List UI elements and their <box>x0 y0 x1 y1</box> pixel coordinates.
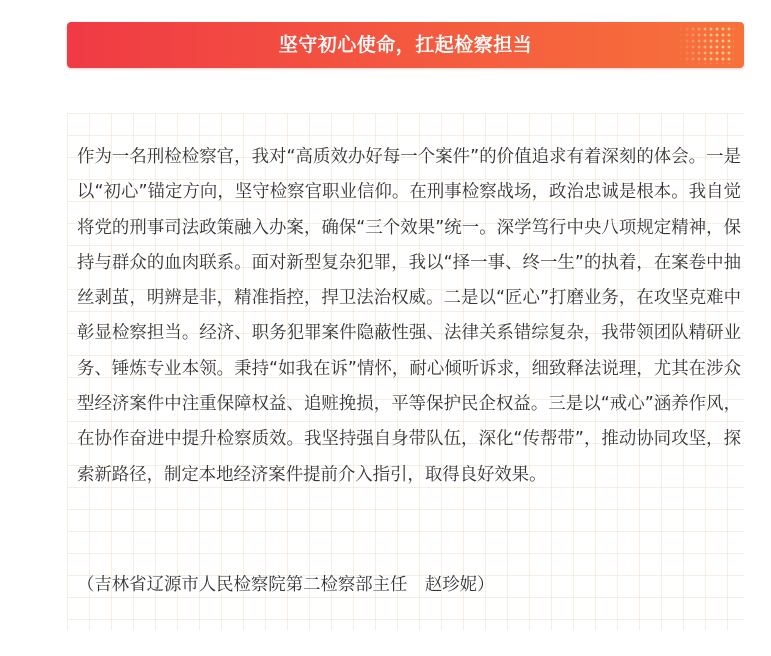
author-signature: （吉林省辽源市人民检察院第二检察部主任 赵珍妮） <box>77 575 495 595</box>
article-body: 作为一名刑检检察官，我对“高质效办好每一个案件”的价值追求有着深刻的体会。一是以“初心”锚定方向，坚守检察官职业信仰。在刑事检察战场，政治忠诚是根本。我自觉将党的刑事司法政策融入办案，确保“三个效果”统一。深学笃行中央八项规定精神，保持与群众的血肉联系。面对新型复杂犯罪，我以“择一事、终一生”的执着，在案卷中抽丝剥茧，明辨是非，精准指控，捍卫法治权威。二是以“匠心”打磨业务，在攻坚克难中彰显检察担当。经济、职务犯罪案件隐蔽性强、法律关系错综复杂，我带领团队精研业务、锤炼专业本领。秉持“如我在诉”情怀，耐心倾听诉求，细致释法说理，尤其在涉众型经济案件中注重保障权益、追赃挽损，平等保护民企权益。三是以“戒心”涵养作风，在协作奋进中提升检察质效。我坚持强自身带队伍，深化“传帮带”，推动协同攻坚，探索新路径，制定本地经济案件提前介入指引，取得良好效果。 <box>77 147 741 485</box>
article-panel <box>67 113 744 630</box>
title-banner <box>67 22 744 68</box>
banner-title: 坚守初心使命，扛起检察担当 <box>278 34 533 56</box>
